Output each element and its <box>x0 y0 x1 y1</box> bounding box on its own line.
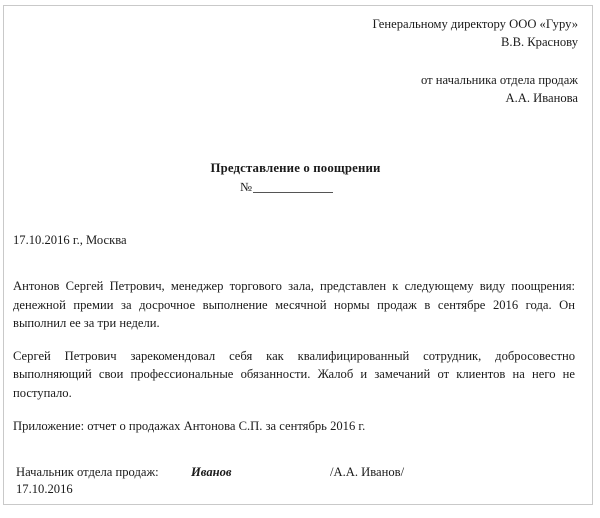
author-person: А.А. Иванова <box>505 91 578 105</box>
document-number-blank[interactable] <box>253 192 333 193</box>
body-paragraph: Антонов Сергей Петрович, менеджер торгового зала, представлен к следующему виду поощрения: денежной премии за досрочное выполнение месячной нормы продаж в сентябре 2016 года. Он выполнил ее за три недели. <box>13 279 575 330</box>
addressee-block <box>13 6 578 51</box>
addressee-organization: Генеральному директору ООО «Гуру» <box>372 17 578 31</box>
attachment-line: Приложение: отчет о продажах Антонова С.П. за сентябрь 2016 г. <box>13 419 366 433</box>
title-block <box>13 107 578 195</box>
signature-date: 17.10.2016 <box>16 482 73 496</box>
document-page <box>3 5 593 505</box>
document-number-label: № <box>239 180 253 194</box>
addressee-person: В.В. Краснову <box>501 35 578 49</box>
signature-autograph: Иванов <box>191 465 232 479</box>
author-block <box>13 51 578 107</box>
document-title: Представление о поощрении <box>210 161 381 175</box>
signature-row <box>13 463 578 481</box>
document-sheet <box>4 6 592 504</box>
signature-block <box>13 435 578 498</box>
body-paragraph: Сергей Петрович зарекомендовал себя как квалифицированный сотрудник, добросовестно выполняющий свои профессиональные обязанности. Жалоб и замечаний от клиентов на него не поступало. <box>13 348 575 400</box>
signatory-role: Начальник отдела продаж: <box>16 465 159 479</box>
document-body <box>13 248 578 435</box>
dateline: 17.10.2016 г., Москва <box>13 233 127 247</box>
signatory-name-decoding: /А.А. Иванов/ <box>330 465 405 479</box>
author-position: от начальника отдела продаж <box>421 73 578 87</box>
document-number-row <box>13 180 578 195</box>
